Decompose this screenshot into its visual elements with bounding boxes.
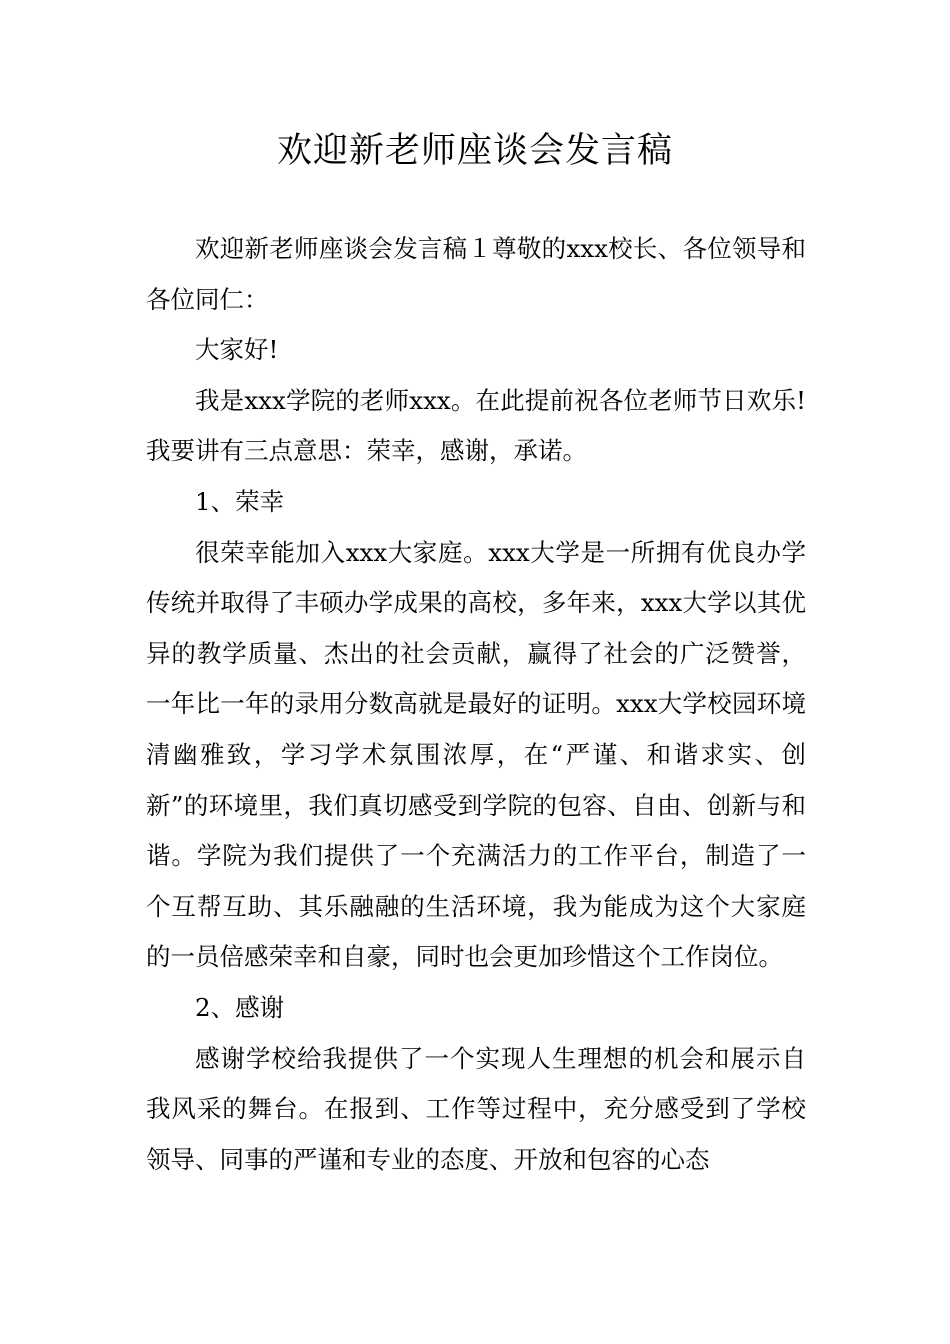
document-body: [146, 224, 806, 1185]
section-heading-honor: 1、荣幸: [195, 486, 285, 516]
paragraph-honor: 很荣幸能加入xxx大家庭。xxx大学是一所拥有优良办学传统并取得了丰硕办学成果的高校，多年来，xxx大学以其优异的教学质量、杰出的社会贡献，赢得了社会的广泛赞誉，一年比一年的录用分数高就是最好的证明。xxx大学校园环境清幽雅致，学习学术氛围浓厚，在“严谨、和谐求实、创新”的环境里，我们真切感受到学院的包容、自由、创新与和谐。学院为我们提供了一个充满活力的工作平台，制造了一个互帮互助、其乐融融的生活环境，我为能成为这个大家庭的一员倍感荣幸和自豪，同时也会更加珍惜这个工作岗位。: [146, 537, 806, 972]
paragraph-intro: 我是xxx学院的老师xxx。在此提前祝各位老师节日欢乐!我要讲有三点意思：荣幸，感谢，承诺。: [146, 385, 806, 466]
paragraph-thanks: 感谢学校给我提供了一个实现人生理想的机会和展示自我风采的舞台。在报到、工作等过程中，充分感受到了学校领导、同事的严谨和专业的态度、开放和包容的心态: [146, 1043, 806, 1174]
paragraph-hello: 大家好!: [195, 335, 279, 365]
paragraph-greeting-header: 欢迎新老师座谈会发言稿１尊敬的xxx校长、各位领导和各位同仁：: [146, 234, 806, 314]
section-heading-thanks: 2、感谢: [195, 992, 285, 1022]
document-title: 欢迎新老师座谈会发言稿: [276, 131, 673, 171]
